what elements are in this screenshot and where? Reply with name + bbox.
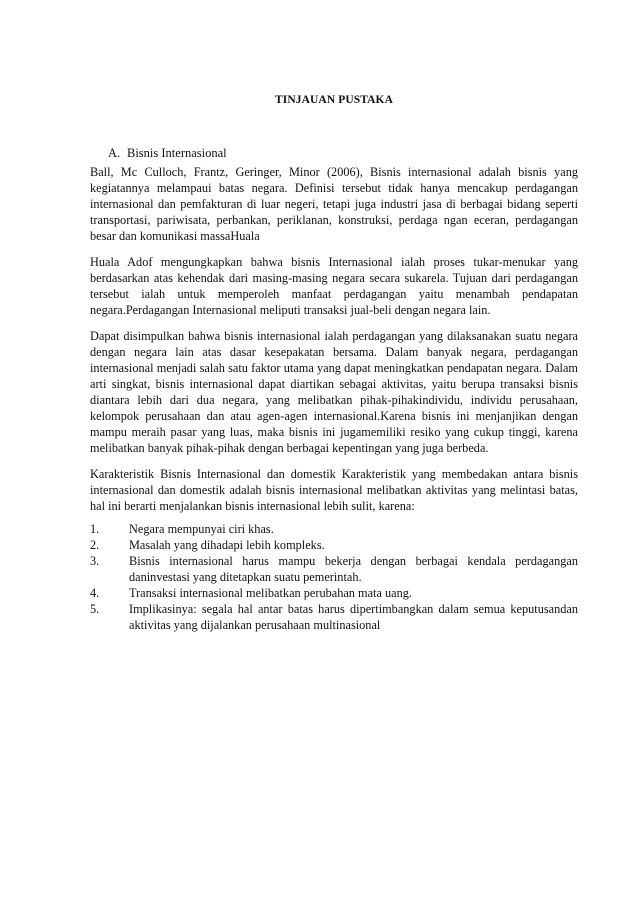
paragraph-4: Karakteristik Bisnis Internasional dan domestik Karakteristik yang membedakan antara bisnis internasional dan domestik adalah bisnis internasional melibatkan aktivitas yang melintasi batas, hal ini berarti menjalankan bisnis internasional lebih sulit, karena: <box>90 467 578 513</box>
list-item-text: Masalah yang dihadapi lebih kompleks. <box>129 538 325 552</box>
paragraph-3: Dapat disimpulkan bahwa bisnis internasional ialah perdagangan yang dilaksanakan suatu negara dengan negara lain atas dasar kesepakatan bersama. Dalam banyak negara, perdagangan internasional menjadi salah satu faktor utama yang dapat meningkatkan pendapatan negara. Dalam arti singkat, bisnis internasional dapat diartikan sebagai aktivitas, yaitu berupa transaksi bisnis diantara lebih dari dua negara, yang melibatkan pihak-pihakindividu, individu perusahaan, kelompok perusahaan dan atau agen-agen internasional.Karena bisnis ini menjanjikan dengan mampu meraih pasar yang luas, maka bisnis ini jugamemiliki resiko yang cukup tinggi, karena melibatkan banyak pihak-pihak dengan berbagai kepentingan yang juga berbeda. <box>90 329 578 455</box>
list-item-text: Negara mempunyai ciri khas. <box>129 522 274 536</box>
list-item <box>90 537 578 553</box>
list-item-number: 4. <box>90 586 100 600</box>
paragraph-2: Huala Adof mengungkapkan bahwa bisnis Internasional ialah proses tukar-menukar yang berdasarkan atas kehendak dari masing-masing negara secara sukarela. Tujuan dari perdagangan tersebut ialah untuk memperoleh manfaat perdagangan yaitu menambah pendapatan negara.Perdagangan Internasional meliputi transaksi jual-beli dengan negara lain. <box>90 255 578 317</box>
list-item-text: Implikasinya: segala hal antar batas harus dipertimbangkan dalam semua keputusandan aktivitas yang dijalankan perusahaan multinasional <box>129 602 578 632</box>
paragraph-1: Ball, Mc Culloch, Frantz, Geringer, Minor (2006), Bisnis internasional adalah bisnis yang kegiatannya melampaui batas negara. Definisi tersebut tidak hanya mencakup perdagangan internasional dan pemfakturan di luar negeri, tetapi juga industri jasa di berbagai bidang seperti transportasi, pariwisata, perbankan, periklanan, konstruksi, perdaga ngan eceran, perdagangan besar dan komunikasi massaHuala <box>90 165 578 243</box>
list-item <box>90 521 578 537</box>
section-heading <box>108 146 227 161</box>
list-item-number: 3. <box>90 554 100 568</box>
list-item-number: 5. <box>90 602 100 616</box>
list-item-number: 1. <box>90 522 100 536</box>
section-letter: A. <box>108 146 121 160</box>
list-item-number: 2. <box>90 538 100 552</box>
body-text <box>90 164 578 633</box>
list-item-text: Bisnis internasional harus mampu bekerja dengan berbagai kendala perdagangan daninvestasi yang ditetapkan suatu pemerintah. <box>129 554 578 584</box>
list-item <box>90 585 578 601</box>
list-item-text: Transaksi internasional melibatkan perubahan mata uang. <box>129 586 412 600</box>
document-title: TINJAUAN PUSTAKA <box>275 94 393 106</box>
list-item <box>90 553 578 585</box>
numbered-list <box>90 521 578 633</box>
section-heading-text: Bisnis Internasional <box>127 146 227 160</box>
list-item <box>90 601 578 633</box>
